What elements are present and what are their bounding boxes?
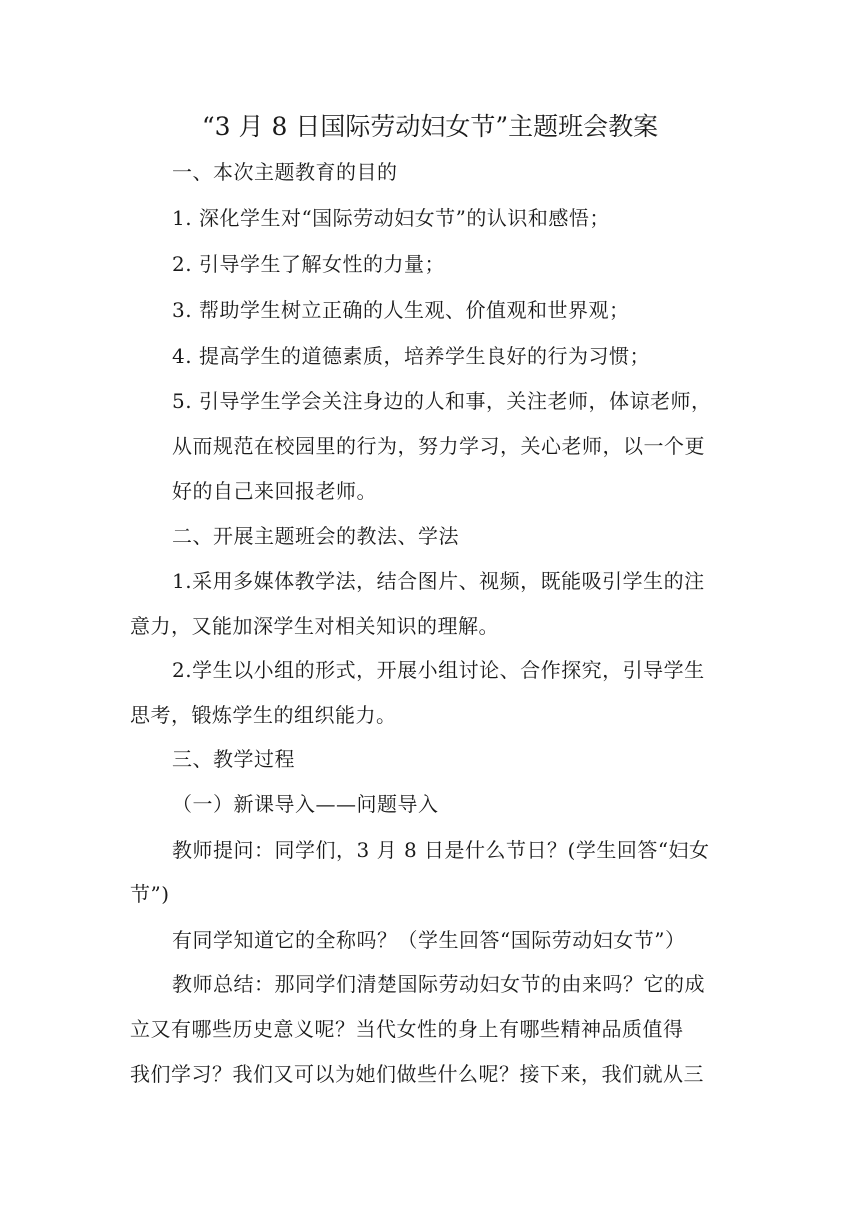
paragraph-line: 2.学生以小组的形式，开展小组讨论、合作探究，引导学生 — [172, 658, 705, 682]
paragraph-line: 教师总结：那同学们清楚国际劳动妇女节的由来吗？它的成 — [172, 972, 705, 996]
paragraph-line: 好的自己来回报老师。 — [172, 479, 377, 503]
paragraph-line: 教师提问：同学们，3 月 8 日是什么节日？(学生回答“妇女 — [172, 838, 710, 862]
document-title: “3 月 8 日国际劳动妇女节”主题班会教案 — [201, 112, 659, 141]
paragraph-line: 从而规范在校园里的行为，努力学习，关心老师，以一个更 — [172, 434, 705, 458]
section-heading-2: 二、开展主题班会的教法、学法 — [172, 524, 459, 548]
section-heading-3: 三、教学过程 — [172, 747, 295, 771]
paragraph-line: 立又有哪些历史意义呢？当代女性的身上有哪些精神品质值得 — [130, 1017, 684, 1041]
paragraph-line: 我们学习？我们又可以为她们做些什么呢？接下来，我们就从三 — [130, 1062, 704, 1086]
paragraph-line: 1.采用多媒体教学法，结合图片、视频，既能吸引学生的注 — [172, 569, 705, 593]
section-heading-1: 一、本次主题教育的目的 — [172, 160, 398, 184]
paragraph-line: 有同学知道它的全称吗？（学生回答“国际劳动妇女节”） — [172, 928, 686, 952]
paragraph-line: 1. 深化学生对“国际劳动妇女节”的认识和感悟； — [172, 206, 610, 230]
paragraph-line: 思考，锻炼学生的组织能力。 — [130, 703, 397, 727]
paragraph-line: 5. 引导学生学会关注身边的人和事，关注老师，体谅老师， — [172, 389, 712, 413]
paragraph-line: 3. 帮助学生树立正确的人生观、价值观和世界观； — [172, 298, 630, 322]
subsection-heading: （一）新课导入——问题导入 — [172, 792, 439, 816]
paragraph-line: 节”) — [130, 882, 170, 906]
paragraph-line: 意力，又能加深学生对相关知识的理解。 — [130, 614, 499, 638]
paragraph-line: 2. 引导学生了解女性的力量； — [172, 252, 445, 276]
paragraph-line: 4. 提高学生的道德素质，培养学生良好的行为习惯； — [172, 344, 650, 368]
